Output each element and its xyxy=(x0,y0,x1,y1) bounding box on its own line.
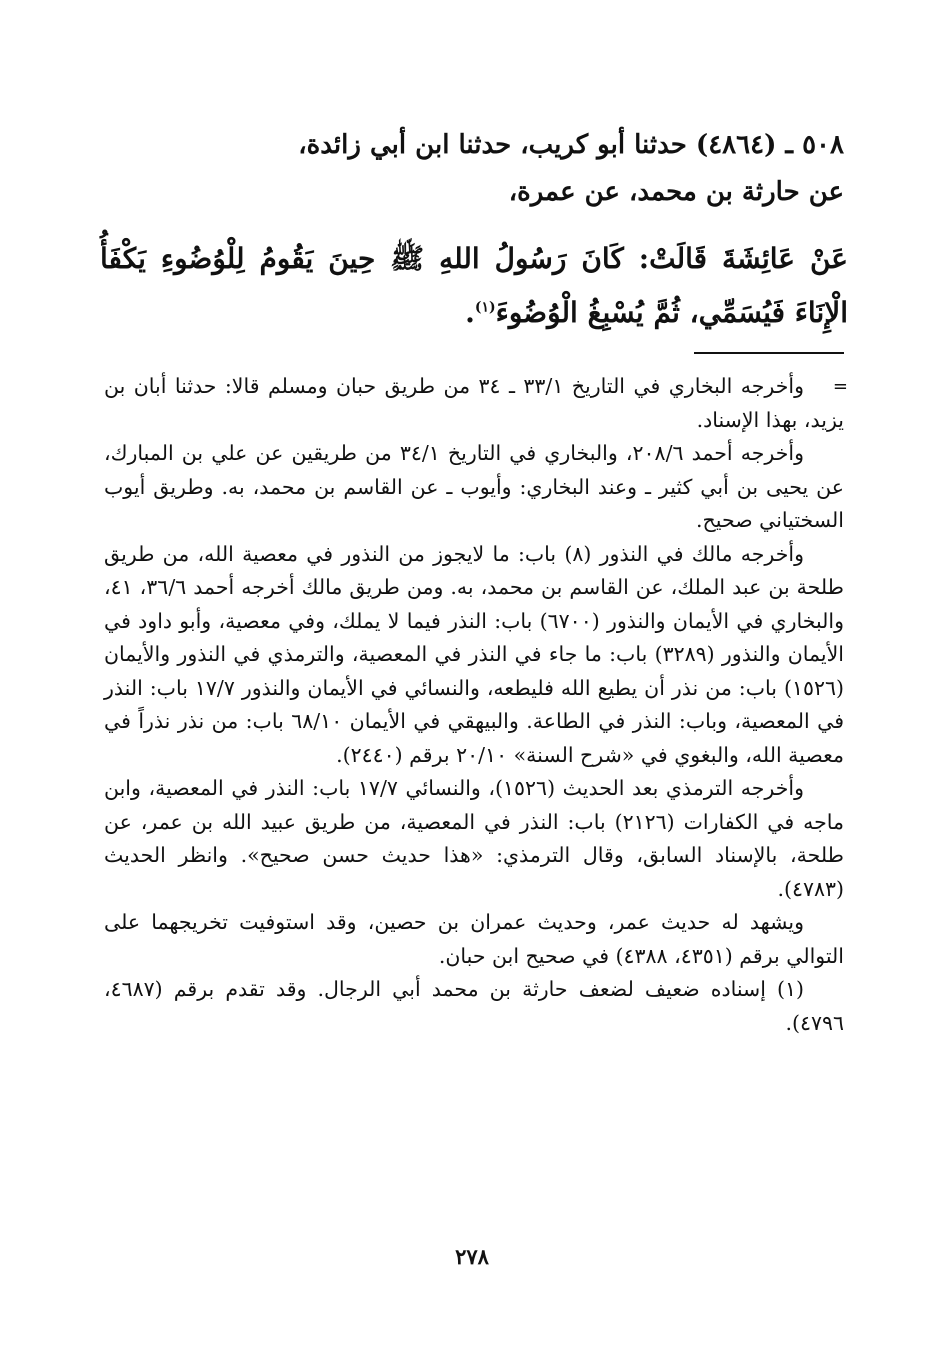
note-paragraph: وأخرجه أحمد ٢٠٨/٦، والبخاري في التاريخ ٣٤/١ من طريقين عن علي بن المبارك، عن يحيى بن أبي كثير ـ وعند البخاري: وأيوب ـ عن القاسم بن محمد، به. وطريق أيوب السختياني صحيح. xyxy=(104,441,844,532)
hadith-matn: عَنْ عَائِشَةَ قَالَتْ: كَانَ رَسُولُ اللهِ ﷺ حِينَ يَقُومُ لِلْوُضُوءِ يَكْفَأُ الْإِنَاءَ فَيُسَمِّي، ثُمَّ يُسْبِغُ الْوُضُوءَ xyxy=(100,242,848,329)
page-number: ٢٧٨ xyxy=(455,1244,489,1269)
hadith-chain-line-1: ٥٠٨ ـ (٤٨٦٤) حدثنا أبو كريب، حدثنا ابن أبي زائدة، xyxy=(298,130,844,160)
continuation-mark: = xyxy=(832,376,848,397)
note-paragraph: وأخرجه البخاري في التاريخ ٣٣/١ ـ ٣٤ من طريق حبان ومسلم قالا: حدثنا أبان بن يزيد، بهذا الإسناد. xyxy=(104,374,844,432)
footnote-1: (١) إسناده ضعيف لضعف حارثة بن محمد أبي الرجال. وقد تقدم برقم (٤٦٨٧، ٤٧٩٦). xyxy=(104,977,844,1035)
hadith-chain xyxy=(104,122,844,216)
hadith-chain-line-2: عن حارثة بن محمد، عن عمرة، xyxy=(508,177,844,207)
note-paragraph: وأخرجه مالك في النذور (٨) باب: ما لايجوز من النذور في معصية الله، من طريق طلحة بن عبد الملك، عن القاسم بن محمد، به. ومن طريق مالك أخرجه أحمد ٣٦/٦، ٤١، والبخاري في الأيمان والنذور (٦٧٠٠) باب: النذر فيما لا يملك، وفي معصية، وأبو داود في الأيمان والنذور (٣٢٨٩) باب: ما جاء في النذر في المعصية، والترمذي في النذور والأيمان (١٥٢٦) باب: من نذر أن يطيع الله فليطعه، والنسائي في الأيمان والنذور ١٧/٧ باب: النذر في المعصية، وباب: النذر في الطاعة. والبيهقي في الأيمان ٦٨/١٠ باب: من نذر نذراً في معصية الله، والبغوي في «شرح السنة» ٢٠/١٠ برقم (٢٤٤٠). xyxy=(104,541,845,767)
note-paragraph: وأخرجه الترمذي بعد الحديث (١٥٢٦)، والنسائي ١٧/٧ باب: النذر في المعصية، وابن ماجه في الكفارات (٢١٢٦) باب: النذر في المعصية، من طريق عبيد الله بن عمر، عن طلحة، بالإسناد السابق، وقال الترمذي: «هذا حديث حسن صحيح». وانظر الحديث (٤٧٨٣). xyxy=(104,776,844,901)
footnotes-section xyxy=(104,370,844,1040)
hadith-text xyxy=(100,232,848,340)
note-paragraph: ويشهد له حديث عمر، وحديث عمران بن حصين، وقد استوفيت تخريجهما على التوالي برقم (٤٣٥١، ٤٣٨٨) في صحيح ابن حبان. xyxy=(104,910,844,968)
footnote-divider xyxy=(694,352,844,354)
hadith-end: . xyxy=(465,296,475,329)
footnote-reference: (١) xyxy=(474,299,496,316)
